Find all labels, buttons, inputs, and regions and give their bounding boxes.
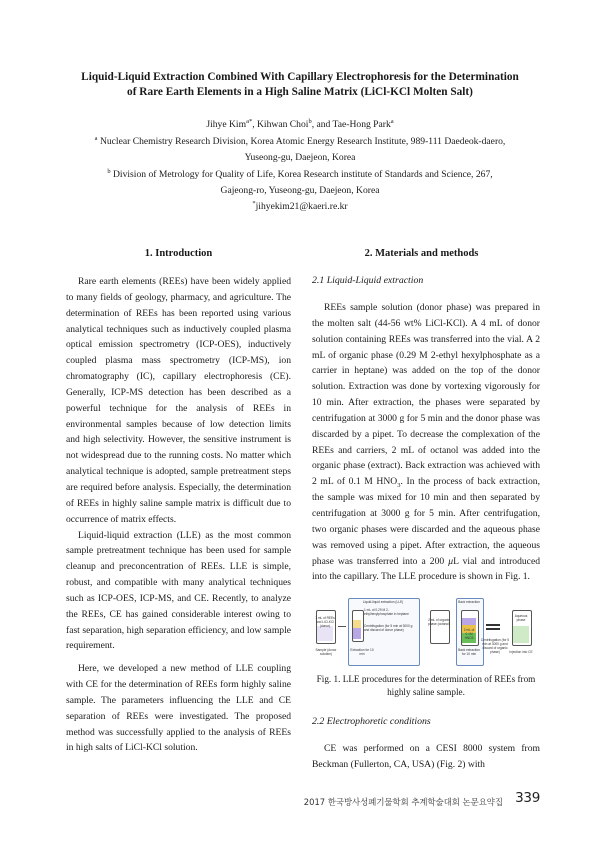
back-top-layer (462, 618, 476, 625)
methods-paragraph-2: CE was performed on a CESI 8000 system from Beckman (Fullerton, CA, USA) (Fig. 2) with (312, 743, 540, 770)
author-3: , and Tae-Hong Park (311, 119, 391, 130)
subsection-2-2: 2.2 Electrophoretic conditions (312, 716, 431, 727)
affiliation-a-line2: Yuseong-gu, Daejeon, Korea (244, 152, 356, 163)
hno3-label: 2 mL of 0.1M HNO3 (463, 628, 475, 640)
affiliation-b-text1: Division of Metrology for Quality of Life, Korea Research institute of Standards and Science, 267, (110, 169, 493, 180)
back-extraction-label: Back extraction for 10 min (458, 648, 480, 656)
methods-body-1 (312, 300, 540, 585)
footer-proceedings: 2017 한국방사성폐기물학회 추계학술대회 논문요약집 (303, 797, 503, 807)
caption-line-2: highly saline sample. (387, 687, 465, 697)
figure-1-lle-diagram (312, 596, 534, 666)
intro-body (66, 274, 291, 756)
author-1-sup: a* (246, 117, 253, 125)
back-extraction-title: Back extraction (458, 600, 480, 604)
page-number: 339 (515, 790, 540, 806)
author-1: Jihye Kim (206, 119, 247, 130)
centrifugation-1-label: Centrifugation (for 5 min at 3000 g and discard of donor phase) (364, 624, 413, 632)
donor-label: 1 mL of REEs and LiCl-KCl (donor) (315, 616, 335, 628)
organic-label: 1 mL of 0.29 M 2-ethylhexylphosphate in heptane (364, 608, 409, 616)
lle-organic-layer (353, 620, 361, 628)
intro-paragraph-2: Liquid-liquid extraction (LLE) as the most common sample pretreatment technique has been used for sample cleanup and preconcentration of REEs. LLE is simple, robust, and compatible with many analytical techniques such as ICP-OES, ICP-MS, and CE. Recently, to analyze the REEs, CE has gained considerable interest owing to fast separation, high separation efficiency, and low sample requirement. (66, 529, 291, 652)
lle-donor-layer (353, 628, 361, 639)
arrow-2a (486, 624, 500, 626)
intro-heading: 1. Introduction (144, 248, 213, 259)
methods-body-2 (312, 741, 540, 773)
aqueous-label: Aqueous phase (514, 614, 528, 622)
centrifugation-2-label: Centrifugation (for 5 min at 3000 g and discard of organic phase) (480, 638, 510, 654)
sample-label: Sample (donor solution) (315, 648, 337, 656)
paper-title-line1: Liquid-Liquid Extraction Combined With Capillary Electrophoresis for the Determination (81, 71, 519, 83)
figure-1-caption (312, 673, 540, 699)
paper-title (60, 70, 540, 100)
octanol-label: 2 mL of organic phase (octanol) (428, 618, 450, 626)
intro-paragraph-3: Here, we developed a new method of LLE coupling with CE for the determination of REEs form highly saline sample. The parameters influencing the LLE and CE separation of REEs were investigated. The proposed method was successfully applied to the analysis of REEs in high salts of LiCl-KCl solution. (66, 663, 291, 754)
author-line (40, 118, 560, 131)
intro-paragraph-1: Rare earth elements (REEs) have been widely applied to many fields of geology, pharmacy, and agriculture. The determination of REEs has been reported using various analytical techniques such as inductively coupled plasma optical emission spectrometry (ICP-OES), inductively coupled plasma mass spectrometry (ICP-MS), ion chromatography (IC), capillary electrophoresis (CE). Generally, ICP-MS detection has been described as a powerful technique for the analysis of REEs in environmental samples because of low detection limits and high selectivity. However, the sensitive instrument is not widespread due to the running costs. No matter which analytical technique is adopted, sample pretreatment steps are required before analysis. Especially, the determination of REEs in highly saline sample matrix is difficult due to occurrence of matrix effects. (66, 276, 291, 525)
email-line (40, 200, 560, 213)
affiliation-a-sup: a (94, 134, 98, 142)
inject-label: Injection into CE (509, 650, 533, 654)
methods-paragraph-1 (312, 300, 540, 585)
donor-liquid (317, 626, 333, 641)
subsection-2-1: 2.1 Liquid-Liquid extraction (312, 275, 424, 286)
paper-title-line2: of Rare Earth Elements in a High Saline Matrix (LiCl-KCl Molten Salt) (127, 86, 473, 98)
author-2: , Kihwan Choi (252, 119, 309, 130)
affiliation-b-sup: b (107, 167, 111, 175)
arrow-1 (338, 626, 346, 627)
affiliation-b-line2: Gajeong-ro, Yuseong-gu, Daejeon, Korea (220, 185, 380, 196)
extraction-label: Extraction for 10 min (350, 648, 374, 656)
email-address: jihyekim21@kaeri.re.kr (255, 201, 348, 212)
methods-p1-part-a: REEs sample solution (donor phase) was prepared in the molten salt (44-56 wt% LiCl-KCl). A 4 mL of donor solution containing REEs was transferred into the vial. A 2 mL of organic phase (0.29 M 2-ethyl hexylphosphate as a carrier in heptane) was added on the top of the donor solution. Extraction was done by vortexing vigorously for 10 min. After extraction, the phases were separated by centrifugation at 3000 g for 5 min and the donor phase was discarded by a pipet. To decrease the complexation of the REEs and carriers, 2 mL of octanol was added into the organic phase (extract). Back extraction was achieved with 2 mL of 0.1 M HNO (312, 302, 540, 488)
lle-box-title: Liquid-liquid extraction (LLE) (362, 600, 404, 604)
methods-p1-part-c: L vial and introduced into the capillary. The LLE procedure is shown in Fig. 1. (312, 555, 541, 583)
author-2-sup: b (308, 117, 312, 125)
mu-symbol: μ (448, 555, 454, 567)
caption-line-1: Fig. 1. LLE procedures for the determination of REEs from (316, 674, 536, 684)
methods-heading: 2. Materials and methods (364, 248, 479, 259)
affiliation-b-line1 (40, 168, 560, 181)
email-sup: * (252, 199, 256, 207)
hno3-subscript: 3 (397, 482, 401, 490)
affiliation-a-text1: Nuclear Chemistry Research Division, Korea Atomic Energy Research Institute, 989-111 Daedeok-daero, (97, 136, 506, 147)
aqueous-liquid (513, 626, 529, 643)
octanol-vial (430, 610, 450, 644)
methods-p1-part-b: . In the process of back extraction, the sample was mixed for 10 min and then separated by centrifugation at 3000 g for 5 min. After centrifugation, two organic phases were discarded and the aqueous phase was removed using a pipet. After extraction, the aqueous phase was transferred into a 200 (312, 476, 540, 567)
affiliation-a-line1 (40, 135, 560, 148)
author-3-sup: a (390, 117, 394, 125)
arrow-2b (486, 628, 500, 630)
